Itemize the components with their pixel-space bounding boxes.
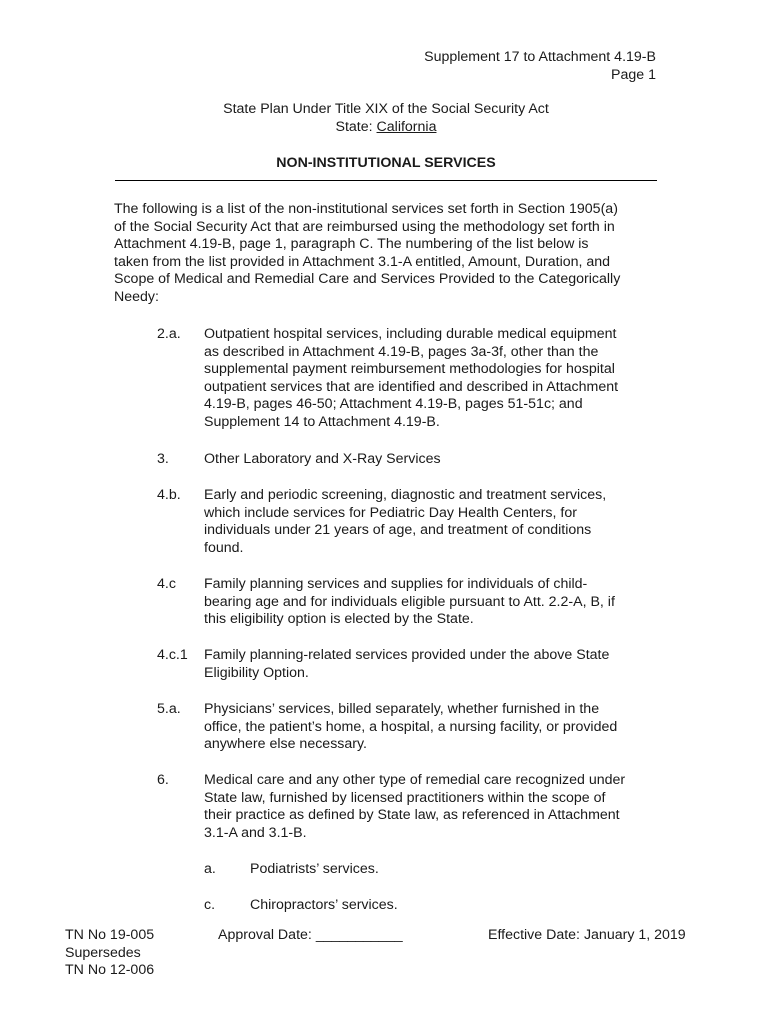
item-line: supplemental payment reimbursement methodologies for hospital — [204, 361, 615, 378]
state-plan-title: State Plan Under Title XIX of the Social Security Act — [223, 101, 549, 117]
title-block — [115, 101, 657, 136]
item-number: 6. — [157, 772, 169, 788]
item-line: Early and periodic screening, diagnostic and treatment services, — [204, 487, 607, 503]
heading-rule — [115, 180, 657, 181]
item-line: anywhere else necessary. — [204, 736, 367, 753]
item-text — [204, 647, 609, 682]
transmittal-block — [65, 927, 154, 980]
effective-date: Effective Date: January 1, 2019 — [488, 927, 686, 943]
section-heading: NON-INSTITUTIONAL SERVICES — [276, 155, 496, 171]
tn-number: TN No 19-005 — [65, 927, 155, 943]
item-line: this eligibility option is elected by the State. — [204, 611, 474, 628]
item-line: found. — [204, 539, 244, 556]
item-line: bearing age and for individuals eligible pursuant to Att. 2.2-A, B, if — [204, 593, 615, 610]
intro-line: Attachment 4.19-B, page 1, paragraph C. The numbering of the list below is — [114, 236, 589, 253]
item-text — [204, 487, 606, 557]
intro-line: taken from the list provided in Attachment 3.1-A entitled, Amount, Duration, and — [114, 253, 611, 270]
item-number: 4.b. — [157, 487, 181, 503]
item-line: Eligibility Option. — [204, 664, 309, 681]
subitem-letter: a. — [204, 861, 216, 877]
item-line: Supplement 14 to Attachment 4.19-B. — [204, 413, 440, 430]
approval-label: Approval Date: — [218, 927, 312, 943]
page-header — [424, 49, 656, 84]
item-number: 2.a. — [157, 326, 181, 342]
item-text — [204, 326, 618, 432]
item-line: Outpatient hospital services, including durable medical equipment — [204, 326, 617, 342]
item-number: 3. — [157, 451, 169, 467]
approval-date — [218, 927, 403, 943]
intro-paragraph — [114, 201, 620, 307]
intro-line: Needy: — [114, 288, 159, 305]
item-line: their practice as defined by State law, as referenced in Attachment — [204, 807, 620, 824]
item-text — [204, 576, 615, 629]
item-line: Family planning-related services provided under the above State — [204, 647, 610, 663]
item-number: 5.a. — [157, 701, 181, 717]
item-line: which include services for Pediatric Day Health Centers, for — [204, 504, 577, 521]
item-line: outpatient services that are identified and described in Attachment — [204, 378, 619, 395]
item-line: 3.1-A and 3.1-B. — [204, 824, 307, 841]
intro-line: Scope of Medical and Remedial Care and Services Provided to the Categorically — [114, 271, 621, 288]
item-line: Family planning services and supplies for individuals of child- — [204, 576, 588, 592]
state-line — [115, 119, 657, 137]
subitem-text: Podiatrists’ services. — [250, 861, 379, 877]
intro-line: The following is a list of the non-institutional services set forth in Section 1905(a) — [114, 201, 618, 217]
item-text — [204, 451, 441, 469]
item-line: 4.19-B, pages 46-50; Attachment 4.19-B, pages 51-51c; and — [204, 396, 583, 413]
item-line: State law, furnished by licensed practitioners within the scope of — [204, 789, 606, 806]
item-line: Other Laboratory and X-Ray Services — [204, 451, 441, 467]
approval-value: ___________ — [315, 927, 403, 943]
item-text — [204, 701, 617, 754]
item-line: Physicians’ services, billed separately, whether furnished in the — [204, 701, 600, 717]
page-number: Page 1 — [611, 66, 656, 83]
intro-line: of the Social Security Act that are reimbursed using the methodology set forth in — [114, 218, 615, 235]
supersedes-label: Supersedes — [65, 944, 141, 961]
item-line: Medical care and any other type of remedial care recognized under — [204, 772, 626, 788]
item-line: individuals under 21 years of age, and treatment of conditions — [204, 522, 592, 539]
state-value: California — [376, 118, 437, 135]
item-text — [204, 772, 625, 842]
item-line: office, the patient’s home, a hospital, a nursing facility, or provided — [204, 718, 618, 735]
tn-previous: TN No 12-006 — [65, 962, 155, 979]
item-line: as described in Attachment 4.19-B, pages 3a-3f, other than the — [204, 343, 599, 360]
subitem-letter: c. — [204, 897, 216, 913]
supplement-reference: Supplement 17 to Attachment 4.19-B — [424, 49, 656, 65]
subitem-text: Chiropractors’ services. — [250, 897, 398, 913]
item-number: 4.c.1 — [157, 647, 188, 663]
item-number: 4.c — [157, 576, 176, 592]
state-label: State: — [335, 118, 377, 135]
